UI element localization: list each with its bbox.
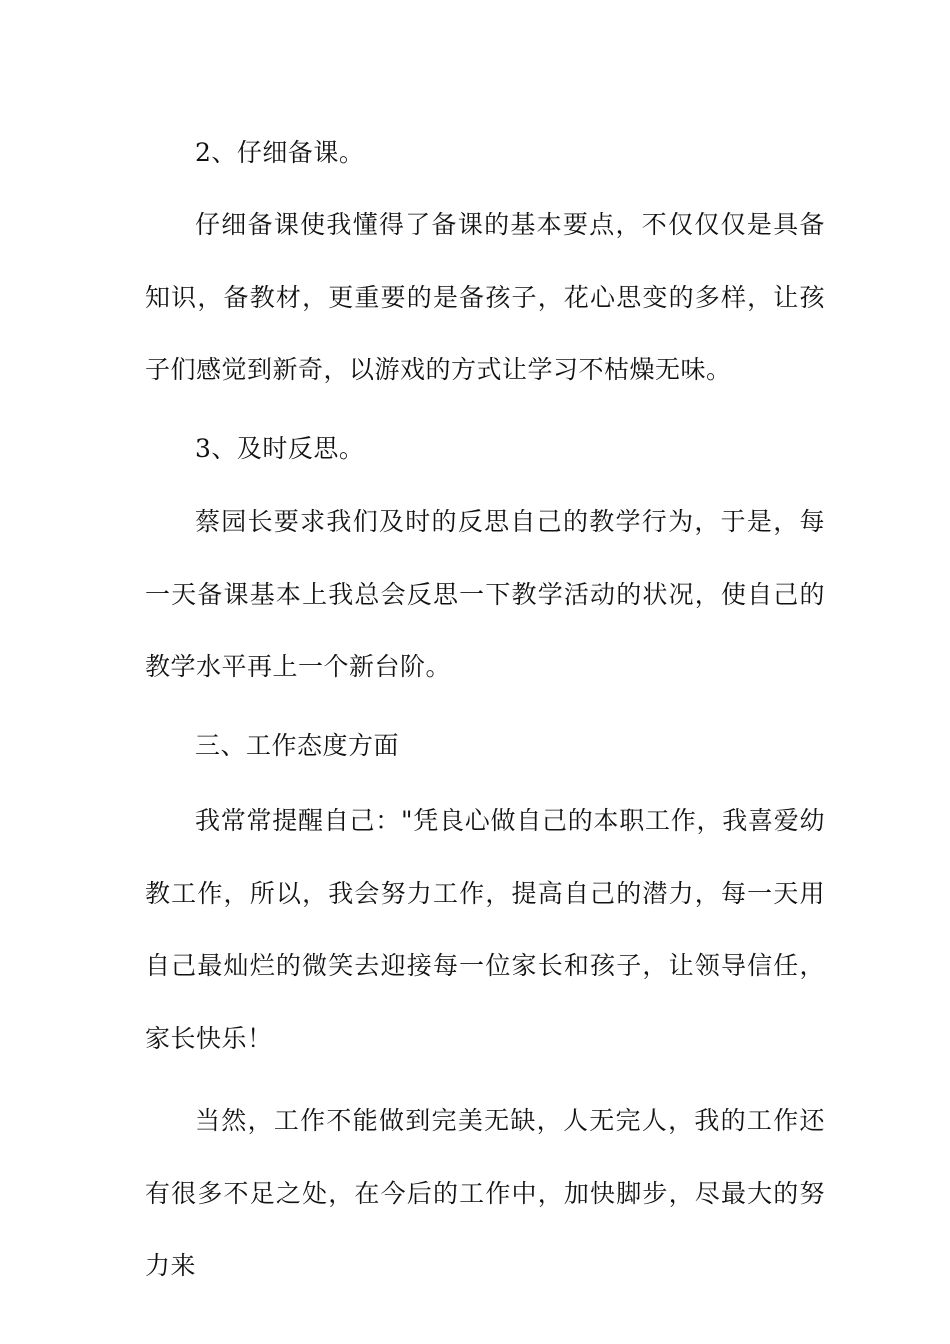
paragraph-work-attitude: 我常常提醒自己："凭良心做自己的本职工作，我喜爱幼教工作，所以，我会努力工作，提高自己的潜力，每一天用自己最灿烂的微笑去迎接每一位家长和孩子，让领导信任，家长快乐！ bbox=[145, 806, 825, 1053]
heading-careful-preparation: 2、仔细备课。 bbox=[195, 138, 365, 167]
paragraph-careful-preparation: 仔细备课使我懂得了备课的基本要点，不仅仅仅是具备知识，备教材，更重要的是备孩子，花心思变的多样，让孩子们感觉到新奇，以游戏的方式让学习不枯燥无味。 bbox=[145, 210, 825, 384]
heading-work-attitude: 三、工作态度方面 bbox=[195, 731, 400, 760]
paragraph-shortcomings: 当然，工作不能做到完美无缺，人无完人，我的工作还有很多不足之处，在今后的工作中，加快脚步，尽最大的努力来 bbox=[145, 1106, 825, 1280]
heading-timely-reflection: 3、及时反思。 bbox=[195, 434, 365, 463]
paragraph-timely-reflection: 蔡园长要求我们及时的反思自己的教学行为，于是，每一天备课基本上我总会反思一下教学活动的状况，使自己的教学水平再上一个新台阶。 bbox=[145, 507, 825, 681]
